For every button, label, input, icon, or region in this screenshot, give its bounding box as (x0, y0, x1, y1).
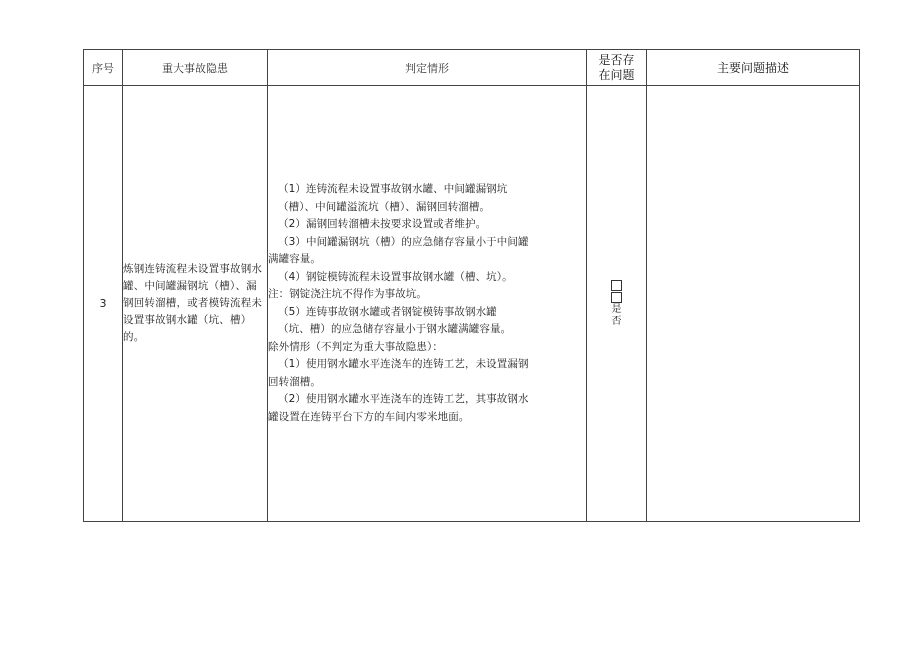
criteria-line: （5）连铸事故钢水罐或者钢锭模铸事故钢水罐 (278, 305, 497, 318)
header-row (84, 50, 860, 86)
exist-cell (587, 86, 647, 522)
header-hazard: 重大事故隐患 (123, 50, 268, 86)
no-checkbox[interactable] (611, 292, 622, 303)
hazard-check-table (83, 49, 860, 522)
criteria-cell (268, 86, 587, 522)
criteria-line: 满罐容量。 (268, 253, 321, 265)
criteria-line: （3）中间罐漏钢坑（槽）的应急储存容量小于中间罐 (278, 235, 529, 248)
criteria-line: （2）漏钢回转溜槽未按要求设置或者维护。 (278, 218, 487, 230)
header-exist-line2: 在问题 (598, 67, 635, 82)
criteria-line: 回转溜槽。 (268, 375, 321, 388)
criteria-line: 除外情形（不判定为重大事故隐患）： (268, 340, 443, 353)
criteria-line: （2）使用钢水罐水平连浇车的连铸工艺，其事故钢水 (278, 393, 529, 405)
hazard-text: 炼钢连铸流程未设置事故钢水罐、中间罐漏钢坑（槽）、漏钢回转溜槽，或者模铸流程未设置事故钢水罐（坑、槽）的。 (123, 86, 268, 522)
yes-checkbox[interactable] (611, 280, 622, 291)
header-exist-line1: 是否存 (598, 52, 635, 67)
no-label: 否 (611, 316, 622, 327)
criteria-line: （槽）、中间罐溢流坑（槽）、漏钢回转溜槽。 (278, 200, 491, 213)
criteria-line: 注：钢锭浇注坑不得作为事故坑。 (268, 288, 427, 300)
description-cell[interactable] (647, 86, 860, 522)
criteria-line: （坑、槽）的应急储存容量小于钢水罐满罐容量。 (278, 323, 512, 335)
header-no: 序号 (84, 50, 123, 86)
criteria-line: （1）使用钢水罐水平连浇车的连铸工艺，未设置漏钢 (278, 358, 529, 370)
criteria-line: 罐设置在连铸平台下方的车间内零米地面。 (268, 410, 470, 423)
yes-label: 是 (611, 304, 622, 315)
criteria-line: （1）连铸流程未设置事故钢水罐、中间罐漏钢坑 (278, 183, 508, 195)
header-exist (587, 50, 647, 86)
criteria-line: （4）钢锭模铸流程未设置事故钢水罐（槽、坑）。 (278, 270, 513, 283)
header-criteria: 判定情形 (268, 50, 587, 86)
header-description: 主要问题描述 (647, 50, 860, 86)
row-number: 3 (84, 86, 123, 522)
yes-no-checkboxes (611, 279, 622, 328)
table-row (84, 86, 860, 522)
